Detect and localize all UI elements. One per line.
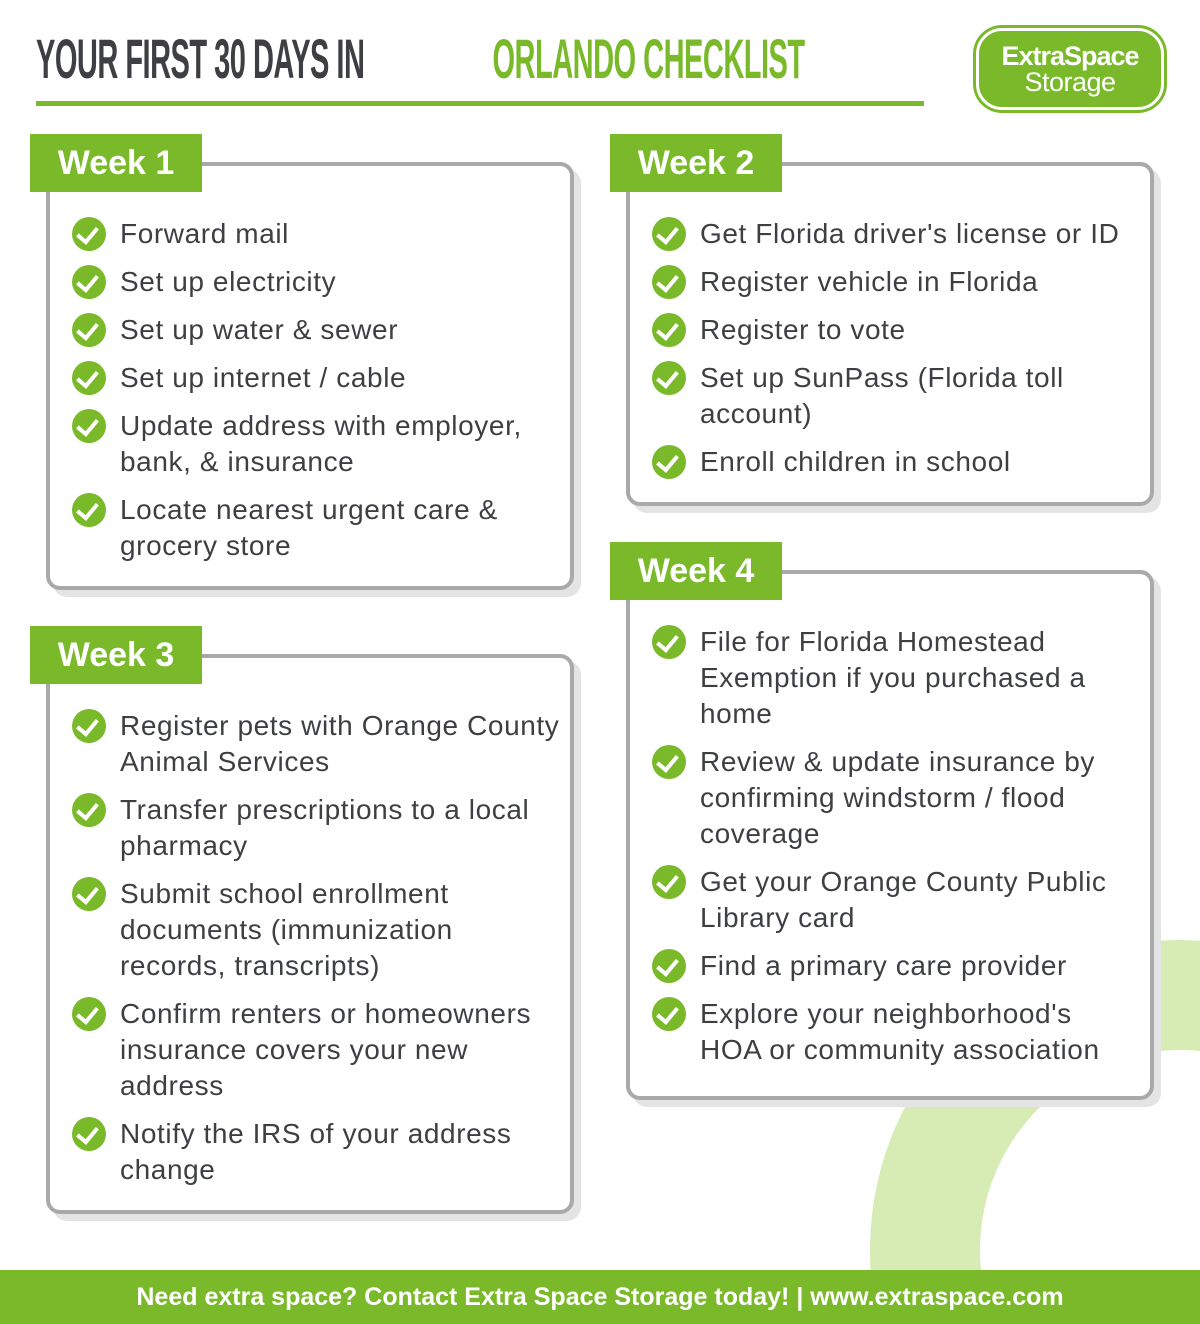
week-1-tab: Week 1: [30, 134, 202, 192]
list-item: Get your Orange County Public Library card: [652, 864, 1132, 936]
footer-banner[interactable]: Need extra space? Contact Extra Space Storage today! | www.extraspace.com: [0, 1270, 1200, 1324]
logo-line-2: Storage: [1024, 67, 1116, 97]
checkmark-icon: [72, 1117, 106, 1151]
checkmark-icon: [652, 625, 686, 659]
page-title: [36, 26, 924, 106]
list-item: Find a primary care provider: [652, 948, 1132, 984]
checkmark-icon: [652, 949, 686, 983]
checkmark-icon: [72, 997, 106, 1031]
list-item: Set up water & sewer: [72, 312, 562, 348]
list-item: Transfer prescriptions to a local pharmacy: [72, 792, 562, 864]
list-item: Set up internet / cable: [72, 360, 562, 396]
checkmark-icon: [72, 877, 106, 911]
list-item: Update address with employer, bank, & insurance: [72, 408, 562, 480]
list-item: Confirm renters or homeowners insurance covers your new address: [72, 996, 562, 1104]
checkmark-icon: [72, 409, 106, 443]
list-item: Submit school enrollment documents (immunization records, transcripts): [72, 876, 562, 984]
list-item: File for Florida Homestead Exemption if you purchased a home: [652, 624, 1132, 732]
list-item: Explore your neighborhood's HOA or community association: [652, 996, 1132, 1068]
title-part-1: YOUR FIRST 30 DAYS IN: [36, 27, 365, 90]
checkmark-icon: [72, 709, 106, 743]
list-item: Enroll children in school: [652, 444, 1142, 480]
logo-line-1: ExtraSpace: [1001, 41, 1139, 71]
checkmark-icon: [652, 265, 686, 299]
list-item: Register to vote: [652, 312, 1142, 348]
list-item: Register vehicle in Florida: [652, 264, 1142, 300]
week-3-checklist: [72, 708, 562, 1200]
week-3-tab: Week 3: [30, 626, 202, 684]
checkmark-icon: [72, 217, 106, 251]
checkmark-icon: [652, 361, 686, 395]
list-item: Set up electricity: [72, 264, 562, 300]
checkmark-icon: [72, 493, 106, 527]
checkmark-icon: [652, 313, 686, 347]
extra-space-storage-logo[interactable]: [976, 28, 1164, 110]
list-item: Get Florida driver's license or ID: [652, 216, 1142, 252]
checkmark-icon: [72, 313, 106, 347]
list-item: Locate nearest urgent care & grocery store: [72, 492, 562, 564]
list-item: Review & update insurance by confirming windstorm / flood coverage: [652, 744, 1132, 852]
checkmark-icon: [652, 865, 686, 899]
list-item: Notify the IRS of your address change: [72, 1116, 562, 1188]
checkmark-icon: [652, 745, 686, 779]
week-2-tab: Week 2: [610, 134, 782, 192]
week-4-tab: Week 4: [610, 542, 782, 600]
checkmark-icon: [72, 265, 106, 299]
checkmark-icon: [652, 445, 686, 479]
week-4-checklist: [652, 624, 1132, 1080]
list-item: Forward mail: [72, 216, 562, 252]
title-part-2: ORLANDO CHECKLIST: [492, 27, 805, 90]
checkmark-icon: [72, 361, 106, 395]
list-item: Set up SunPass (Florida toll account): [652, 360, 1142, 432]
week-1-checklist: [72, 216, 562, 576]
checkmark-icon: [652, 217, 686, 251]
week-2-checklist: [652, 216, 1142, 492]
checkmark-icon: [652, 997, 686, 1031]
checkmark-icon: [72, 793, 106, 827]
list-item: Register pets with Orange County Animal Services: [72, 708, 562, 780]
